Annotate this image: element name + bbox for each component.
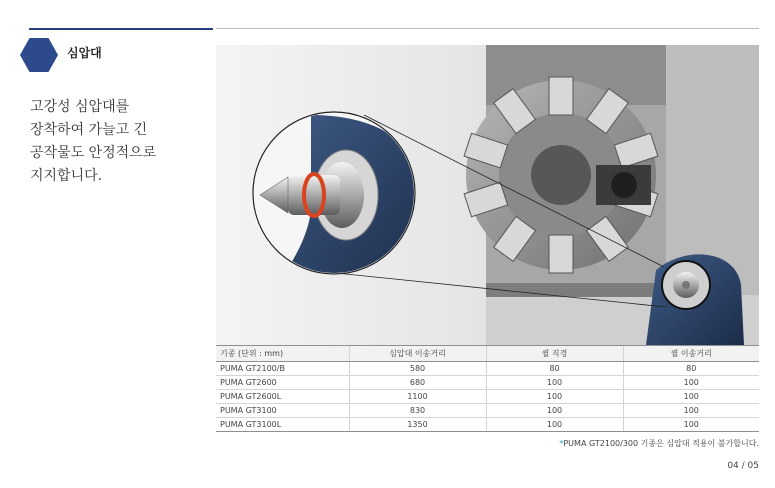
description-line: 공작물도 안정적으로 xyxy=(30,145,157,161)
hexagon-icon xyxy=(20,38,58,72)
table-row xyxy=(216,418,759,432)
table-cell: 580 xyxy=(349,362,486,376)
description-line: 지지합니다. xyxy=(30,168,103,184)
spec-table xyxy=(216,345,759,432)
table-cell: 100 xyxy=(623,376,759,390)
table-cell: 100 xyxy=(623,404,759,418)
table-cell: PUMA GT2600L xyxy=(216,390,349,404)
tailstock-illustration xyxy=(216,45,759,345)
column-header: 퀼 직경 xyxy=(486,346,623,362)
table-header-row xyxy=(216,346,759,362)
table-row xyxy=(216,376,759,390)
column-header: 기종 (단위 : mm) xyxy=(216,346,349,362)
table-cell: 1100 xyxy=(349,390,486,404)
column-header: 심압대 이송거리 xyxy=(349,346,486,362)
table-row xyxy=(216,404,759,418)
section-title: 심압대 xyxy=(67,46,102,60)
table-cell: PUMA GT3100 xyxy=(216,404,349,418)
table-cell: PUMA GT2100/B xyxy=(216,362,349,376)
page-number: 04 / 05 xyxy=(727,461,759,471)
table-cell: 100 xyxy=(486,404,623,418)
table-cell: 100 xyxy=(623,390,759,404)
table-cell: 100 xyxy=(486,376,623,390)
table-cell: PUMA GT2600 xyxy=(216,376,349,390)
table-row xyxy=(216,362,759,376)
table-cell: 100 xyxy=(486,418,623,432)
table-cell: 80 xyxy=(486,362,623,376)
table-cell: 1350 xyxy=(349,418,486,432)
table-cell: 100 xyxy=(623,418,759,432)
table-row xyxy=(216,390,759,404)
table-cell: 100 xyxy=(486,390,623,404)
header-rule-accent xyxy=(29,28,213,30)
table-cell: 830 xyxy=(349,404,486,418)
footnote xyxy=(559,438,759,449)
tailstock-photo xyxy=(216,45,759,345)
footnote-mark: * xyxy=(559,439,564,448)
header-rule xyxy=(216,28,759,29)
table-cell: 80 xyxy=(623,362,759,376)
description-line: 장착하여 가늘고 긴 xyxy=(30,122,148,138)
footnote-text: PUMA GT2100/300 기종은 심압대 적용이 불가합니다. xyxy=(563,439,759,448)
table-cell: PUMA GT3100L xyxy=(216,418,349,432)
description-line: 고강성 심압대를 xyxy=(30,99,130,115)
table-cell: 680 xyxy=(349,376,486,390)
column-header: 퀼 이송거리 xyxy=(623,346,759,362)
section-description xyxy=(30,96,205,188)
